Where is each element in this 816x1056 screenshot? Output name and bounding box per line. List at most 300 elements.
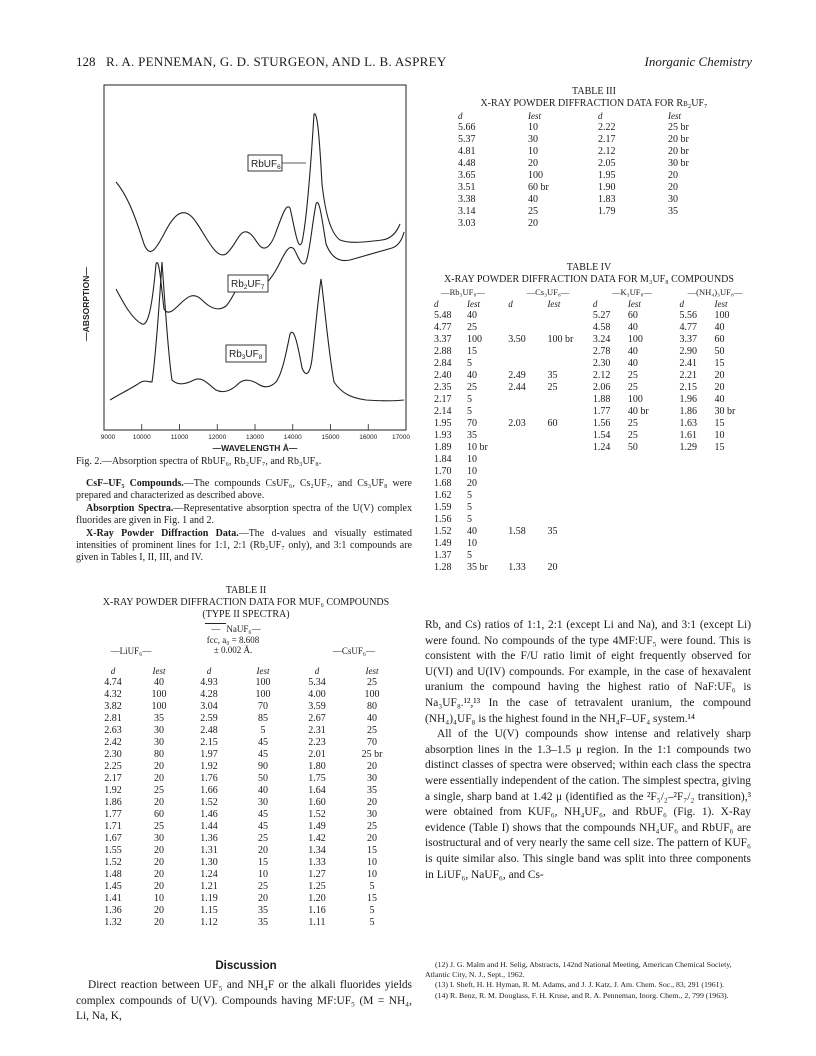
t4-cell: 60 xyxy=(627,310,638,321)
t3-cell: 100 xyxy=(528,170,543,181)
t4-cell xyxy=(593,478,628,490)
t4-row xyxy=(434,514,764,526)
t4-cell: 2.17 xyxy=(434,394,452,405)
t2-cell: 100 xyxy=(255,677,271,688)
t4-cell: 40 xyxy=(714,322,725,333)
t2-row xyxy=(90,869,400,881)
t4-cell: 1.29 xyxy=(679,442,697,453)
t4-cell xyxy=(628,562,680,574)
t2-cell: 25 xyxy=(367,821,377,832)
t2-cell: 1.97 xyxy=(200,749,218,760)
t2-cell: 1.66 xyxy=(200,785,218,796)
t4-cell: 40 br xyxy=(627,406,649,417)
table-iii-title: X-RAY POWDER DIFFRACTION DATA FOR Rb₂UF₇ xyxy=(480,98,708,109)
t4-cell xyxy=(547,502,592,514)
t4-cell: 1.68 xyxy=(434,478,452,489)
t4-cell xyxy=(593,514,628,526)
t2-cell: 1.16 xyxy=(308,905,326,916)
t2-cell: 5 xyxy=(260,725,266,736)
t4-cell: 4.58 xyxy=(592,322,611,333)
t4-cell xyxy=(593,526,628,538)
t4-cell: 100 xyxy=(627,334,643,345)
t3-cell: 60 br xyxy=(528,182,549,193)
paragraph-xray-data xyxy=(76,528,412,565)
t4-cell xyxy=(508,394,547,406)
t4-cell: 2.49 xyxy=(508,370,526,381)
t2-cell: 25 xyxy=(258,833,268,844)
table-iii-grid xyxy=(458,110,728,230)
t4-cell: 20 xyxy=(467,478,477,489)
t2-cell: 4.28 xyxy=(200,689,218,700)
left-paragraphs xyxy=(76,478,412,565)
t2-cell: 40 xyxy=(258,785,268,796)
t3-col-i-1: Iest xyxy=(528,111,541,121)
t3-cell: 1.79 xyxy=(598,206,616,217)
label-rb2uf7-a: Rb xyxy=(231,279,244,290)
t4-cell xyxy=(628,466,680,478)
t4-row xyxy=(434,310,764,322)
t4-col-d-3: d xyxy=(592,299,598,309)
t4-cell: 70 xyxy=(467,418,477,429)
table-iv-title: X-RAY POWDER DIFFRACTION DATA FOR M₃UF₈ COMPOUNDS xyxy=(444,274,734,285)
t4-cell: 2.90 xyxy=(679,346,697,357)
text-csf-compounds: —The compounds CsUF₆, Cs₂UF₇, and Cs₃UF₈ were prepared and characterized as described above. xyxy=(76,478,412,502)
t4-cell: 1.70 xyxy=(434,466,452,477)
t4-cell xyxy=(679,490,714,502)
t4-cell: 1.88 xyxy=(592,394,611,405)
t4-cell xyxy=(679,478,714,490)
t4-cell: 2.78 xyxy=(592,346,611,357)
t2-cell: 15 xyxy=(367,845,377,856)
t2-cell: 4.74 xyxy=(104,677,122,688)
label-rb2uf7-c: UF xyxy=(247,279,261,290)
t4-cell: 1.37 xyxy=(434,550,452,561)
tick-16000: 16000 xyxy=(359,434,378,441)
t2-row xyxy=(90,881,400,893)
t2-col-d-1: d xyxy=(110,666,116,676)
t2-cell: 2.42 xyxy=(104,737,122,748)
t3-cell: 20 xyxy=(668,182,678,193)
t2-row xyxy=(90,713,400,725)
t4-cell xyxy=(547,346,592,358)
t2-row xyxy=(90,917,400,929)
t2-cell: 20 xyxy=(154,761,164,772)
table-ii-title: X-RAY POWDER DIFFRACTION DATA FOR MUF₆ COMPOUNDS xyxy=(102,597,390,608)
t2-cell: 3.04 xyxy=(200,701,218,712)
t4-cell: 5 xyxy=(467,550,472,561)
t2-cell: 20 xyxy=(258,893,268,904)
t2-cell: 100 xyxy=(364,689,380,700)
t2-cell: 1.19 xyxy=(200,893,218,904)
t3-row xyxy=(458,194,728,206)
t2-row xyxy=(90,821,400,833)
t2-cell: 1.46 xyxy=(200,809,218,820)
t4-cell: 3.37 xyxy=(679,334,697,345)
t2-cell: 25 xyxy=(154,785,164,796)
t2-cell: 25 xyxy=(154,821,164,832)
t4-cell: 2.84 xyxy=(434,358,452,369)
label-rb2uf7 xyxy=(228,275,268,292)
t4-cell: 40 xyxy=(467,370,477,381)
t2-cell: 1.33 xyxy=(308,857,326,868)
t4-cell: 2.30 xyxy=(592,358,611,369)
t2-cell: 1.55 xyxy=(104,845,122,856)
x-axis-label: —WAVELENGTH Å— xyxy=(212,443,298,453)
t2-row xyxy=(90,905,400,917)
t2-cell: 4.32 xyxy=(104,689,122,700)
group-nh4-3uf8: (NH₄)₃UF₈ xyxy=(696,287,734,297)
svg-text:Rb3UF8 xyxy=(229,349,263,361)
t3-cell: 2.17 xyxy=(598,134,616,145)
t2-row xyxy=(90,833,400,845)
t4-cell: 5 xyxy=(467,502,472,513)
t4-cell: 5.56 xyxy=(679,310,697,321)
t4-cell: 3.24 xyxy=(592,334,611,345)
t2-cell: 20 xyxy=(154,917,164,928)
paragraph-absorption-spectra xyxy=(76,503,412,528)
t4-cell: 5.27 xyxy=(592,310,611,321)
t2-cell: 20 xyxy=(154,905,164,916)
text-absorption-spectra: —Representative absorption spectra of the U(V) complex fluorides are given in Fig. 1 and 2. xyxy=(76,502,412,527)
group-cs3uf8: Cs₃UF₈ xyxy=(535,287,561,297)
t4-col-d-2: d xyxy=(508,299,513,309)
t4-cell xyxy=(508,310,547,322)
t2-cell: 5 xyxy=(369,881,375,892)
t2-row xyxy=(90,797,400,809)
group-rb3uf8: Rb₃UF₈ xyxy=(449,287,477,297)
t4-cell xyxy=(715,562,765,574)
heading-csf-compounds: CsF–UF₅ Compounds. xyxy=(86,478,184,489)
t2-cell: 5 xyxy=(369,905,375,916)
t4-row xyxy=(434,490,764,502)
t2-row xyxy=(90,785,400,797)
t4-cell: 1.93 xyxy=(434,430,452,441)
t4-row xyxy=(434,394,764,406)
t2-cell: 45 xyxy=(258,809,268,820)
t2-cell: 1.77 xyxy=(104,809,122,820)
t2-row xyxy=(90,737,400,749)
t2-cell: 10 xyxy=(367,857,377,868)
label-rbuf6 xyxy=(248,155,306,171)
t2-col-i-3: Iest xyxy=(365,666,379,676)
t4-cell: 25 xyxy=(627,430,638,441)
t2-cell: 1.52 xyxy=(104,857,122,868)
t4-cell xyxy=(679,466,714,478)
t2-cell: 1.45 xyxy=(104,881,122,892)
t2-cell: 10 xyxy=(367,869,377,880)
t2-cell: 30 xyxy=(154,833,164,844)
t2-cell: 30 xyxy=(367,809,377,820)
t4-cell: 20 xyxy=(714,382,725,393)
group-liuf6: LiUF₆ xyxy=(119,646,143,656)
t4-cell xyxy=(547,394,592,406)
t4-cell: 5 xyxy=(467,358,472,369)
t4-cell xyxy=(508,406,547,418)
t4-row xyxy=(434,526,764,538)
t4-cell xyxy=(679,514,714,526)
t4-cell xyxy=(715,502,765,514)
t3-cell xyxy=(598,218,668,230)
t2-cell: 1.86 xyxy=(104,797,122,808)
t4-cell xyxy=(508,430,547,442)
t4-cell xyxy=(508,442,547,454)
t2-cell: 2.30 xyxy=(104,749,122,760)
t3-cell: 3.38 xyxy=(458,194,476,205)
t2-cell: 1.49 xyxy=(308,821,326,832)
t2-cell: 2.23 xyxy=(308,737,326,748)
t3-cell: 40 xyxy=(528,194,538,205)
t4-cell: 30 br xyxy=(714,406,736,417)
t3-row xyxy=(458,170,728,182)
t4-cell xyxy=(547,442,592,454)
t2-cell: 1.11 xyxy=(308,917,326,928)
t4-cell: 50 xyxy=(714,346,725,357)
t2-cell: 35 xyxy=(258,905,268,916)
t3-cell: 30 br xyxy=(668,158,689,169)
t2-cell: 100 xyxy=(151,701,167,712)
t4-cell xyxy=(679,454,714,466)
t4-cell xyxy=(715,490,765,502)
t2-cell: 45 xyxy=(258,821,268,832)
t3-cell: 3.03 xyxy=(458,218,476,229)
t4-col-i-1: Iest xyxy=(467,299,480,309)
table-ii xyxy=(76,585,416,929)
tick-12000: 12000 xyxy=(208,434,227,441)
t2-cell: 100 xyxy=(151,689,167,700)
table-iv-group-headers: —Rb₃UF₈— —Cs₃UF₈— —K₃UF₈— —(NH₄)₃UF₈— xyxy=(441,287,743,297)
t2-row xyxy=(90,749,400,761)
t3-cell: 3.51 xyxy=(458,182,476,193)
t3-cell: 10 xyxy=(528,146,538,157)
t4-cell: 2.06 xyxy=(592,382,611,393)
t2-row xyxy=(90,809,400,821)
t4-cell: 1.24 xyxy=(592,442,611,453)
t2-cell: 2.67 xyxy=(308,713,326,724)
t2-row xyxy=(90,773,400,785)
svg-text:Rb2UF7 xyxy=(231,279,265,291)
t2-cell: 1.32 xyxy=(104,917,122,928)
t2-cell: 1.24 xyxy=(200,869,218,880)
t2-cell: 3.59 xyxy=(308,701,326,712)
t2-cell: 85 xyxy=(258,713,268,724)
t4-cell: 60 xyxy=(714,334,725,345)
t2-cell: 1.21 xyxy=(200,881,218,892)
t3-cell: 2.22 xyxy=(598,122,616,133)
t4-cell: 10 xyxy=(467,454,477,465)
t2-cell: 15 xyxy=(367,893,377,904)
t4-row xyxy=(434,370,764,382)
t4-cell xyxy=(628,454,680,466)
t2-cell: 80 xyxy=(154,749,164,760)
t4-cell: 5 xyxy=(467,490,472,501)
t4-cell xyxy=(508,490,547,502)
t2-row xyxy=(90,701,400,713)
t4-cell: 1.77 xyxy=(592,406,611,417)
t3-col-d-1: d xyxy=(458,111,463,121)
t2-cell: 2.59 xyxy=(200,713,218,724)
t2-cell: 1.48 xyxy=(104,869,122,880)
t4-cell xyxy=(628,514,680,526)
table-ii-group-headers: — NaUF₆— fcc, a₀ = 8.608 ± 0.002 Å. —LiUF₆— —CsUF₆— xyxy=(110,624,376,656)
t2-cell: 4.00 xyxy=(308,689,326,700)
t3-cell: 3.14 xyxy=(458,206,476,217)
t4-cell: 35 xyxy=(547,370,558,381)
t4-cell: 15 xyxy=(714,442,725,453)
t4-cell: 1.56 xyxy=(592,418,611,429)
discussion-heading: Discussion xyxy=(215,960,277,972)
t3-row xyxy=(458,134,728,146)
t2-row xyxy=(90,845,400,857)
t4-cell: 1.63 xyxy=(679,418,697,429)
t4-cell xyxy=(628,502,680,514)
t2-cell: 20 xyxy=(258,845,268,856)
t4-cell: 50 xyxy=(627,442,638,453)
t2-cell: 1.92 xyxy=(200,761,218,772)
t4-cell: 4.77 xyxy=(434,322,452,333)
t4-cell xyxy=(547,406,592,418)
t3-col-i-2: Iest xyxy=(668,111,681,121)
t4-cell: 1.84 xyxy=(434,454,452,465)
t4-cell: 60 xyxy=(547,418,558,429)
tick-14000: 14000 xyxy=(283,434,302,441)
t4-cell xyxy=(547,490,592,502)
t4-cell: 15 xyxy=(467,346,477,357)
journal-name: Inorganic Chemistry xyxy=(644,54,752,69)
t2-cell: 15 xyxy=(258,857,268,868)
t4-cell: 35 br xyxy=(467,562,488,573)
group-nauf6: NaUF₆ xyxy=(226,624,252,634)
t3-cell: 20 xyxy=(528,158,538,169)
t4-cell: 3.50 xyxy=(508,334,526,345)
t4-col-i-3: Iest xyxy=(627,299,641,309)
t2-cell: 2.81 xyxy=(104,713,122,724)
t2-cell: 35 xyxy=(367,785,377,796)
footnotes xyxy=(425,960,751,1001)
t4-row xyxy=(434,418,764,430)
t4-cell xyxy=(547,454,592,466)
t4-cell: 1.61 xyxy=(679,430,697,441)
right-paragraph-2: All of the U(V) compounds show intense and relatively sharp absorption lines in the 1.3–1.5 μ region. In the 1:1 compounds two distinct classes of spectra were observed; within each class the spectra were essentially independent of the cation. The simplest spectra, giving a single, sharp band at 1.42 μ (identified as the ²F₅/₂–²F₇/₂ transition),³ were obtained from KUF₆, NH₄UF₆, and RbUF₆ (Fig. 1). X-Ray evidence (Table I) shows that the compounds NH₄UF₆ and RbUF₆ are isostructural and of very nearly the same cell size. The pattern of KUF₆ is quite similar also. This single band was split into three components in LiUF₆, NaUF₆, and Cs- xyxy=(425,728,751,881)
t4-cell: 1.33 xyxy=(508,562,526,573)
t3-row xyxy=(458,182,728,194)
t2-cell: 90 xyxy=(258,761,268,772)
t2-cell: 20 xyxy=(154,797,164,808)
y-axis-label: —ABSORPTION— xyxy=(81,267,91,341)
table-iii-label: TABLE III xyxy=(572,86,616,97)
t4-cell: 1.52 xyxy=(434,526,452,537)
t4-cell: 1.86 xyxy=(679,406,697,417)
tick-9000: 9000 xyxy=(100,434,116,441)
t3-cell: 20 xyxy=(528,218,538,229)
t2-cell: 70 xyxy=(258,701,268,712)
t4-cell: 20 xyxy=(714,370,725,381)
t2-row xyxy=(90,761,400,773)
t4-cell: 40 xyxy=(627,346,638,357)
absorption-spectra-plot xyxy=(76,84,416,454)
group-csuf6: CsUF₆ xyxy=(341,646,367,656)
t2-cell: 40 xyxy=(154,677,164,688)
label-rb3uf8-c: UF xyxy=(245,349,259,360)
footnote-13: (13) I. Sheft, H. H. Hyman, R. M. Adams, and J. J. Katz, J. Am. Chem. Soc., 83, 291 (1961). xyxy=(435,980,725,990)
t4-col-i-4: Iest xyxy=(714,299,728,309)
t4-row xyxy=(434,430,764,442)
table-iv-label: TABLE IV xyxy=(566,262,612,273)
t4-cell: 1.96 xyxy=(679,394,697,405)
curve-rbuf6 xyxy=(116,114,400,255)
t4-cell xyxy=(593,538,628,550)
t4-cell: 25 xyxy=(547,382,558,393)
table-ii-label: TABLE II xyxy=(225,585,267,596)
table-iv xyxy=(424,262,754,574)
discussion-text-block xyxy=(76,978,412,1025)
t3-cell: 5.66 xyxy=(458,122,476,133)
t4-cell: 5 xyxy=(467,394,472,405)
t4-row xyxy=(434,502,764,514)
t2-cell: 1.60 xyxy=(308,797,326,808)
t4-cell: 100 br xyxy=(547,334,574,345)
running-header xyxy=(76,54,752,72)
t4-cell xyxy=(547,310,592,322)
t4-cell xyxy=(508,466,547,478)
t2-cell: 2.48 xyxy=(200,725,218,736)
t2-cell: 50 xyxy=(258,773,268,784)
t4-row xyxy=(434,382,764,394)
t2-cell: 1.31 xyxy=(200,845,218,856)
t4-cell: 25 xyxy=(467,382,477,393)
t4-row xyxy=(434,538,764,550)
t4-cell: 100 xyxy=(627,394,643,405)
t4-cell: 10 xyxy=(714,430,725,441)
label-rb2uf7-d: 7 xyxy=(260,284,265,291)
t4-cell: 40 xyxy=(627,322,638,333)
t2-row xyxy=(90,677,400,689)
t4-cell: 2.15 xyxy=(679,382,697,393)
t4-cell: 1.62 xyxy=(434,490,452,501)
discussion-text: Direct reaction between UF₅ and NH₄F or the alkali fluorides yields complex compounds of U(V). Compounds having MF:UF₅ (M = NH₄, Li, Na, K, xyxy=(76,979,412,1023)
t2-cell: 1.42 xyxy=(308,833,326,844)
t2-cell: 1.64 xyxy=(308,785,326,796)
t4-cell xyxy=(715,466,765,478)
t2-col-i-1: Iest xyxy=(152,666,166,676)
t4-cell xyxy=(628,490,680,502)
svg-text:RbUF6 xyxy=(251,159,281,171)
t4-cell: 1.59 xyxy=(434,502,452,513)
t4-row xyxy=(434,442,764,454)
heading-xray-data: X-Ray Powder Diffraction Data. xyxy=(86,527,239,539)
t4-row xyxy=(434,550,764,562)
t3-cell: 3.65 xyxy=(458,170,476,181)
t2-cell: 5 xyxy=(369,917,375,928)
t2-cell: 2.01 xyxy=(308,749,326,760)
t3-cell: 5.37 xyxy=(458,134,476,145)
t3-cell: 30 xyxy=(528,134,538,145)
t2-cell: 1.71 xyxy=(104,821,122,832)
t3-cell: 20 xyxy=(668,170,678,181)
t2-cell: 30 xyxy=(367,773,377,784)
t2-cell: 1.44 xyxy=(200,821,218,832)
t3-row xyxy=(458,146,728,158)
t2-cell: 1.52 xyxy=(200,797,218,808)
t4-cell xyxy=(679,562,714,574)
label-rbuf6-sub: 6 xyxy=(277,164,281,171)
t4-cell: 2.21 xyxy=(679,370,697,381)
t2-cell: 1.20 xyxy=(308,893,326,904)
t4-cell: 2.88 xyxy=(434,346,452,357)
t4-cell xyxy=(593,490,628,502)
t2-cell: 1.30 xyxy=(200,857,218,868)
paragraph-csf-compounds xyxy=(76,478,412,503)
t2-row xyxy=(90,725,400,737)
